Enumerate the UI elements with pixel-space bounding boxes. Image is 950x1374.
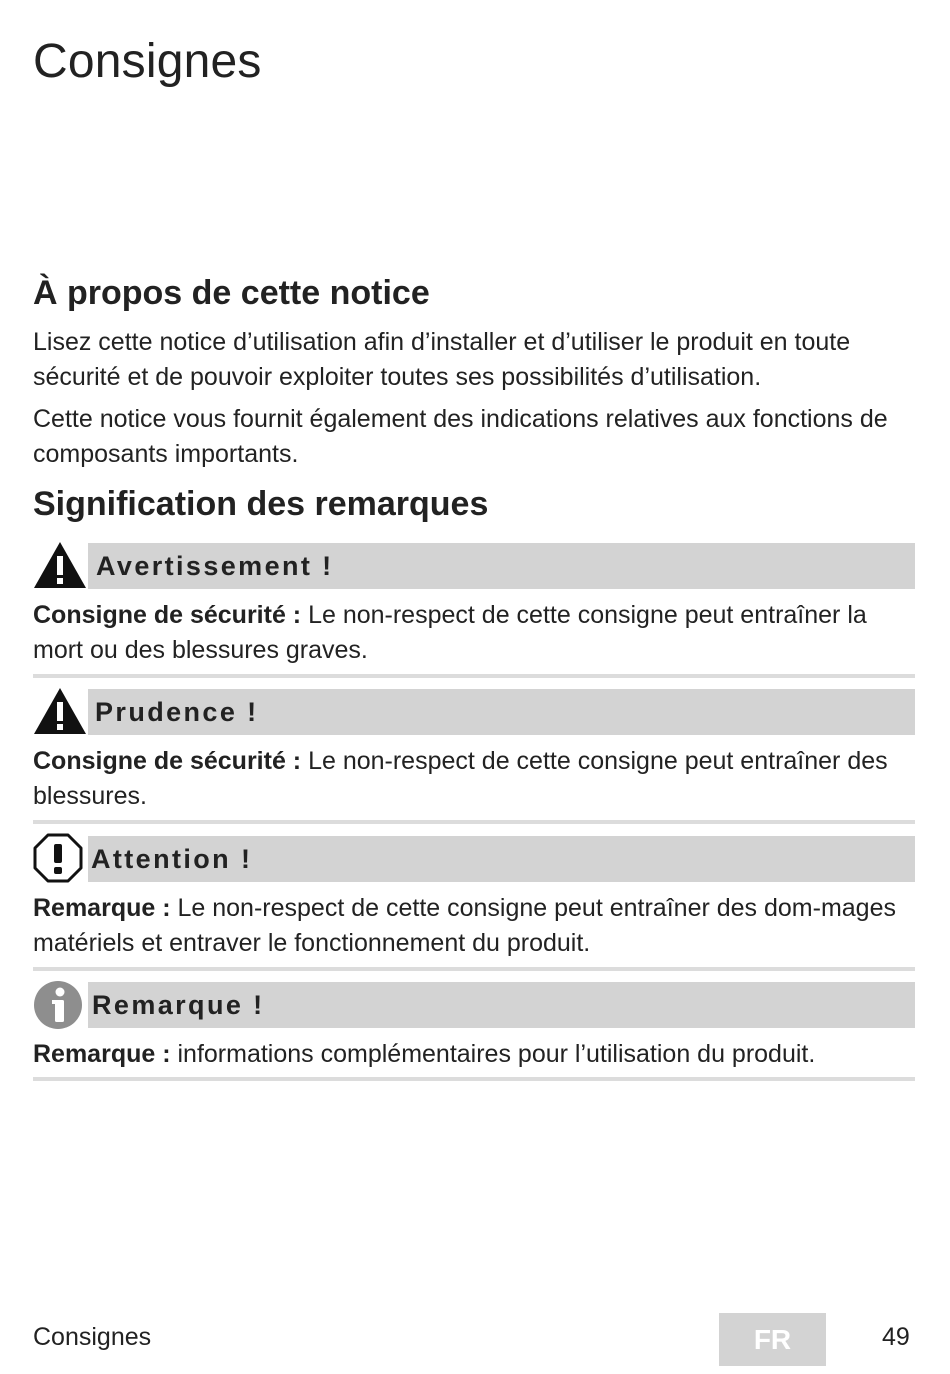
notice-text-caution: [33, 744, 913, 814]
notice-body: Le non-respect de cette consigne peut entraîner la mort ou des blessures graves.: [33, 601, 867, 664]
about-paragraph-2: Cette notice vous fournit également des indications relatives aux fonctions de composants importants.: [33, 405, 888, 468]
notice-label-info: Remarque !: [88, 982, 915, 1028]
notice-lead: Consigne de sécurité :: [33, 747, 302, 775]
info-circle-icon: [33, 980, 83, 1035]
notice-label-attention: Attention !: [88, 836, 915, 882]
notice-text-info: [33, 1037, 913, 1072]
notice-lead: Consigne de sécurité :: [33, 601, 302, 629]
section-heading-about: À propos de cette notice: [33, 274, 430, 312]
notice-label-warning: Avertissement !: [88, 543, 915, 589]
notice-text-warning: [33, 598, 913, 668]
warning-triangle-icon: [33, 687, 87, 740]
page-title: Consignes: [33, 35, 262, 88]
notice-body: Le non-respect de cette consigne peut entraîner des blessures.: [33, 747, 888, 810]
language-badge: FR: [719, 1313, 826, 1366]
notice-text-attention: [33, 891, 913, 961]
divider: [33, 820, 915, 824]
section-heading-meaning: Signification des remarques: [33, 485, 489, 523]
notice-body: informations complémentaires pour l’utilisation du produit.: [170, 1040, 816, 1068]
notice-label-caution: Prudence !: [88, 689, 915, 735]
warning-triangle-icon: [33, 541, 87, 594]
notice-lead: Remarque :: [33, 894, 171, 922]
page-number: 49: [882, 1323, 910, 1351]
notice-body: Le non-respect de cette consigne peut entraîner des dom-mages matériels et entraver le fonctionnement du produit.: [33, 894, 896, 957]
notice-lead: Remarque :: [33, 1040, 171, 1068]
divider: [33, 967, 915, 971]
attention-octagon-icon: [33, 833, 83, 888]
divider: [33, 674, 915, 678]
about-paragraph-1: Lisez cette notice d’utilisation afin d’installer et d’utiliser le produit en toute sécurité et de pouvoir exploiter toutes ses possibilités d’utilisation.: [33, 328, 851, 391]
divider: [33, 1077, 915, 1081]
footer-section-label: Consignes: [33, 1323, 152, 1351]
